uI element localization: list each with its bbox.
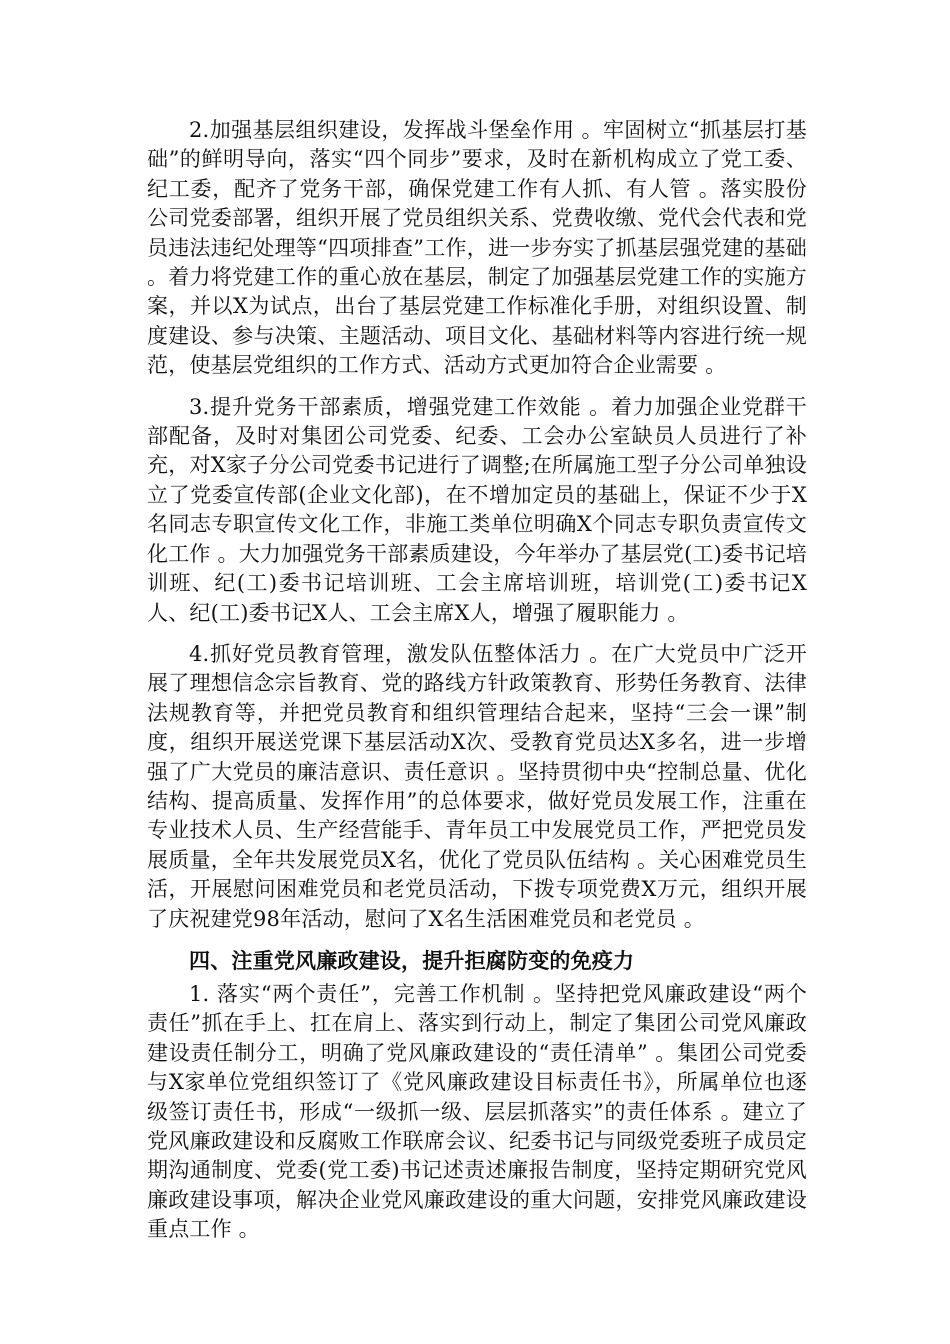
paragraph-2: 2.加强基层组织建设，发挥战斗堡垒作用 。牢固树立“抓基层打基础”的鲜明导向，落实“四个同步”要求，及时在新机构成立了党工委、纪工委，配齐了党务干部，确保党建工作有人抓、有人管 。落实股份公司党委部署，组织开展了党员组织关系、党费收缴、党代会代表和党员违法违纪处理等“四项排查”工作，进一步夯实了抓基层强党建的基础 。着力将党建工作的重心放在基层，制定了加强基层党建工作的实施方案，并以X为试点，出台了基层党建工作标准化手册，对组织设置、制度建设、参与决策、主题活动、项目文化、基础材料等内容进行统一规范，使基层党组织的工作方式、活动方式更加符合企业需要 。 <box>147 118 807 378</box>
section-heading-4: 四、注重党风廉政建设，提升拒腐防变的免疫力 <box>189 948 635 973</box>
document-body <box>147 116 807 1257</box>
paragraph-3: 3.提升党务干部素质，增强党建工作效能 。着力加强企业党群干部配备，及时对集团公司党委、纪委、工会办公室缺员人员进行了补充，对X家子分公司党委书记进行了调整;在所属施工型子分公司单独设立了党委宣传部(企业文化部)，在不增加定员的基础上，保证不少于X名同志专职宣传文化工作，非施工类单位明确X个同志专职负责宣传文化工作 。大力加强党务干部素质建设，今年举办了基层党(工)委书记培训班、纪(工)委书记培训班、工会主席培训班，培训党(工)委书记X人、纪(工)委书记X人、工会主席X人，增强了履职能力 。 <box>147 394 807 625</box>
paragraph-section4-1: 1. 落实“两个责任”，完善工作机制 。坚持把党风廉政建设“两个责任”抓在手上、扛在肩上、落实到行动上，制定了集团公司党风廉政建设责任制分工，明确了党风廉政建设的“责任清单” 。集团公司党委与X家单位党组织签订了《党风廉政建设目标责任书》，所属单位也逐级签订责任书，形成“一级抓一级、层层抓落实”的责任体系 。建立了党风廉政建设和反腐败工作联席会议、纪委书记与同级党委班子成员定期沟通制度、党委(党工委)书记述责述廉报告制度，坚持定期研究党风廉政建设事项，解决企业党风廉政建设的重大问题，安排党风廉政建设重点工作 。 <box>147 981 807 1242</box>
paragraph-4: 4.抓好党员教育管理，激发队伍整体活力 。在广大党员中广泛开展了理想信念宗旨教育、党的路线方针政策教育、形势任务教育、法律法规教育等，并把党员教育和组织管理结合起来，坚持“三会一课”制度，组织开展送党课下基层活动X次、受教育党员达X多名，进一步增强了广大党员的廉洁意识、责任意识 。坚持贯彻中央“控制总量、优化结构、提高质量、发挥作用”的总体要求，做好党员发展工作，注重在专业技术人员、生产经营能手、青年员工中发展党员工作，严把党员发展质量，全年共发展党员X名，优化了党员队伍结构 。关心困难党员生活，开展慰问困难党员和老党员活动，下拨专项党费X万元，组织开展了庆祝建党98年活动，慰问了X名生活困难党员和老党员 。 <box>147 641 807 931</box>
